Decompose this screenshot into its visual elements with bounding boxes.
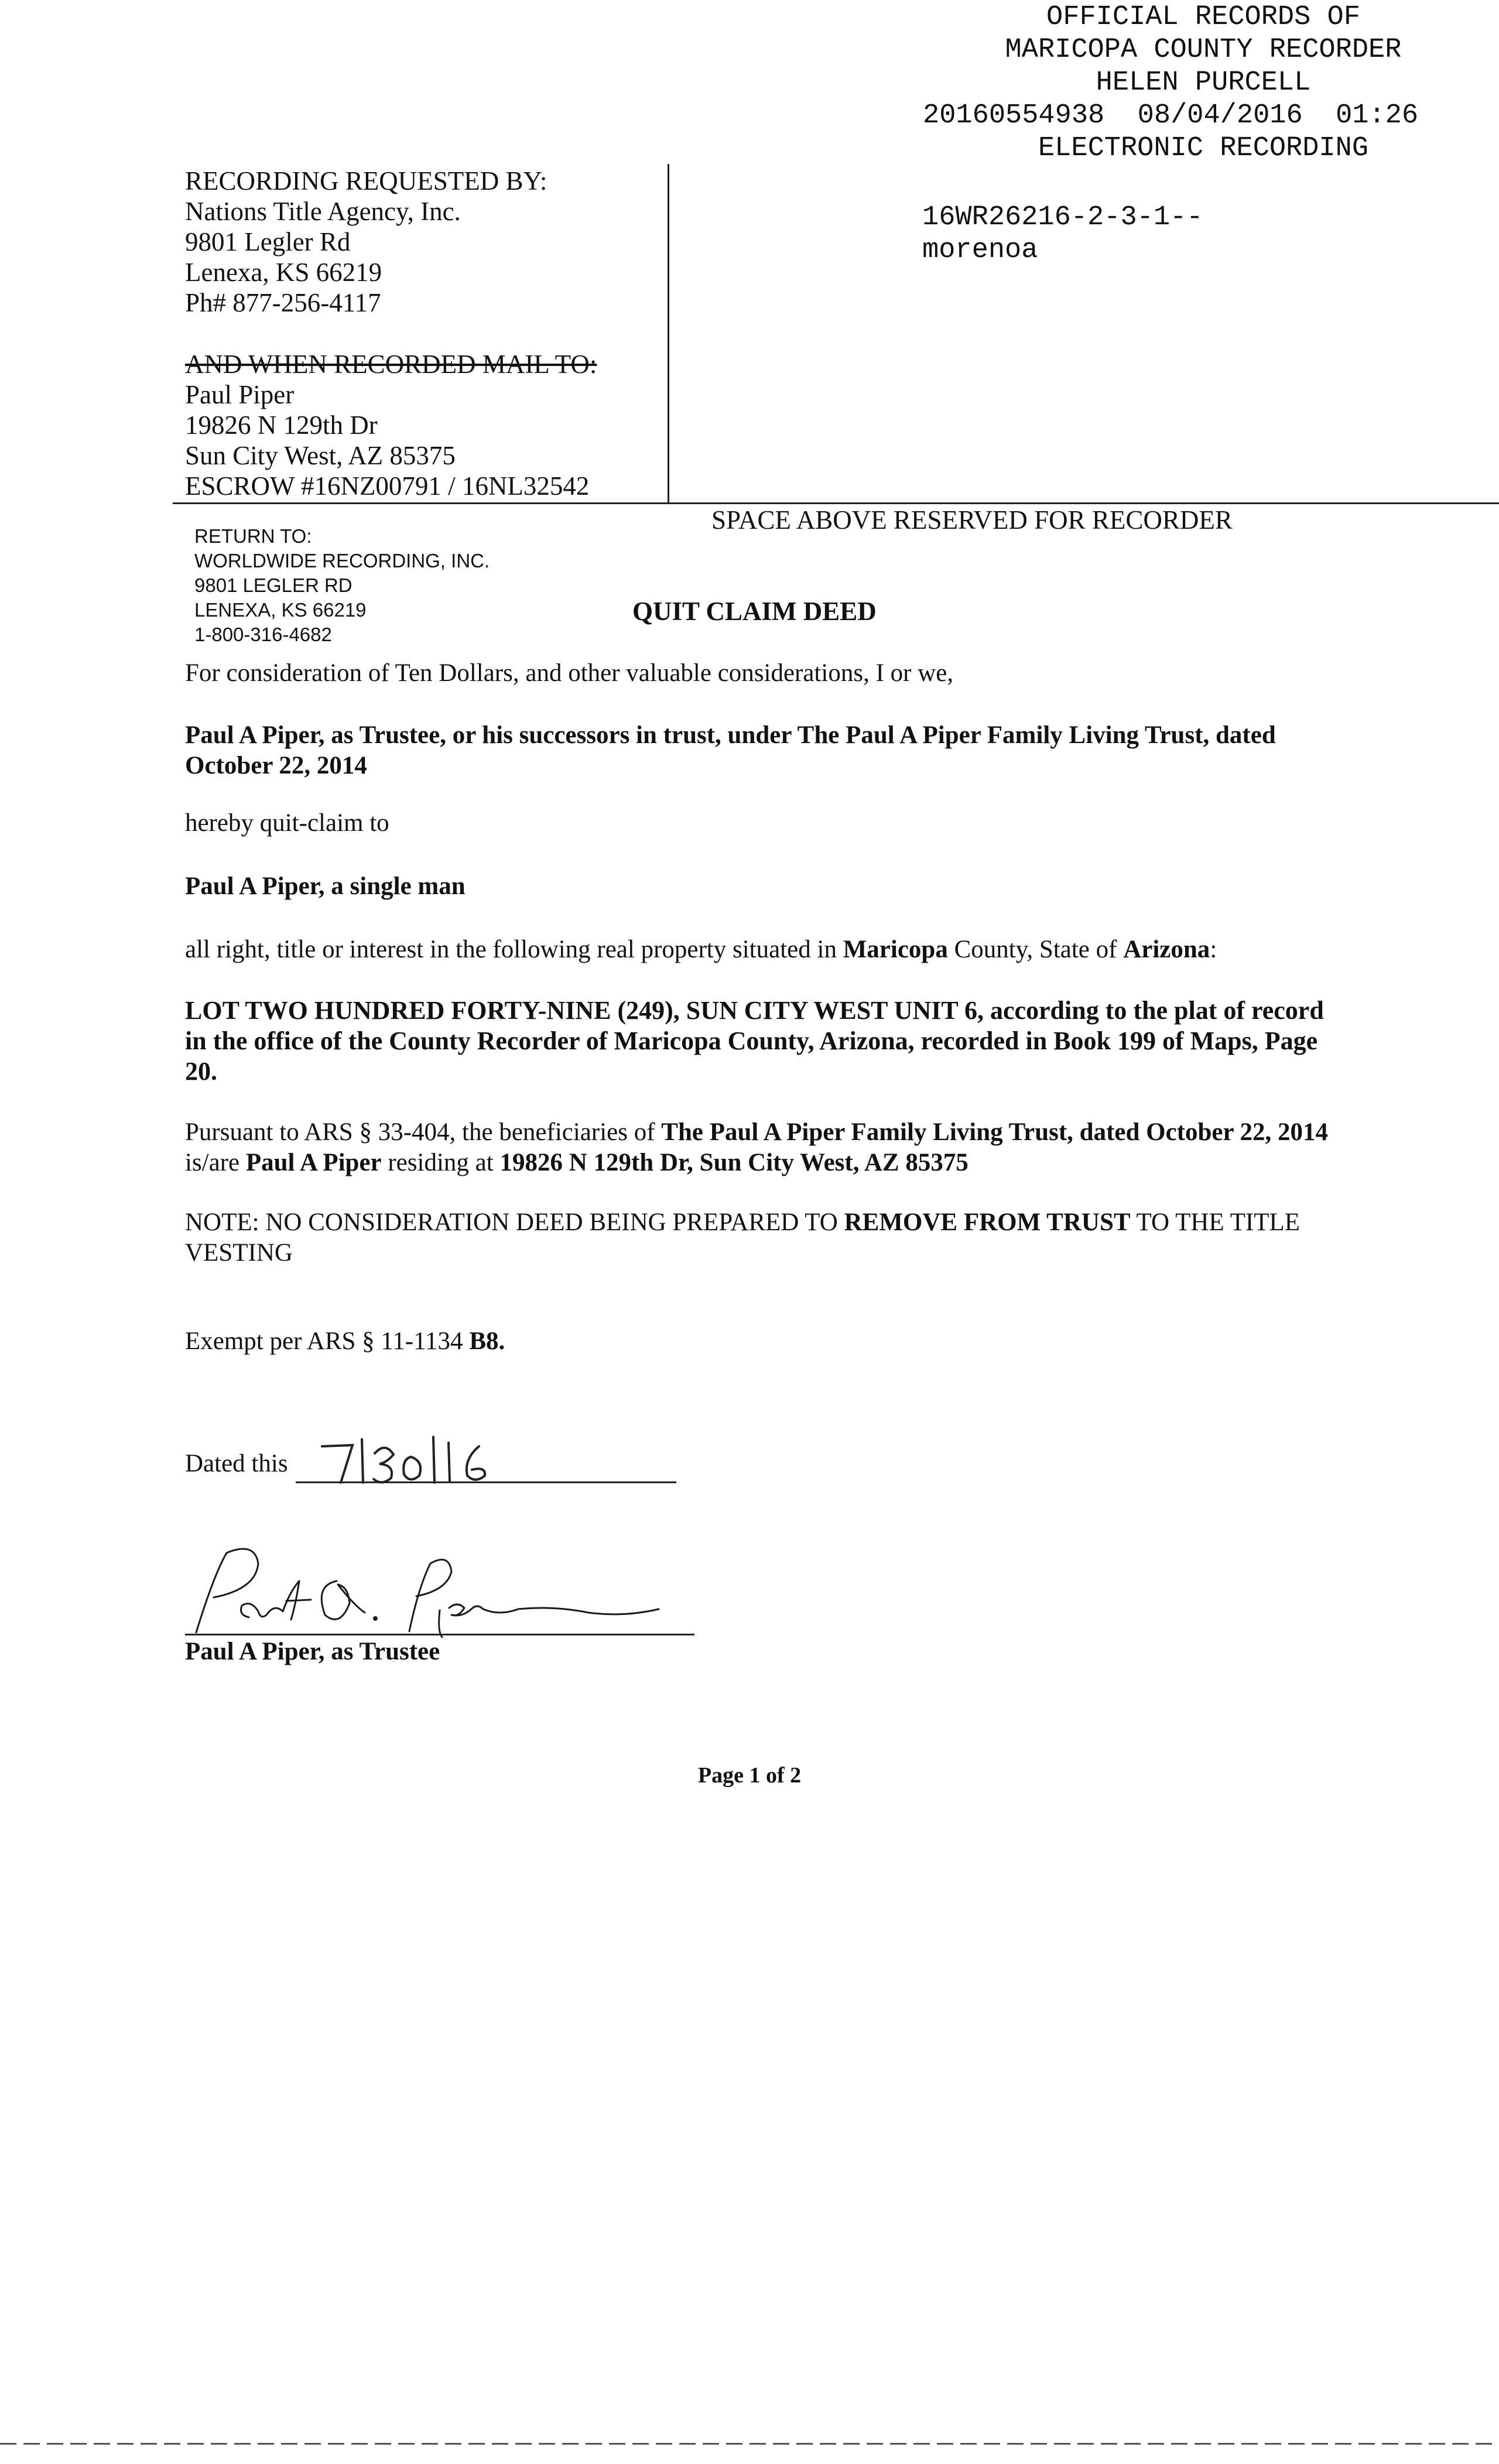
recorder-county-line: MARICOPA COUNTY RECORDER: [1005, 35, 1402, 66]
signature-drawing: [179, 1540, 682, 1640]
recording-number-line: 20160554938 08/04/2016 01:26: [923, 100, 1419, 131]
beneficiaries-paragraph: [185, 1117, 1344, 1178]
page-number: Page 1 of 2: [697, 1763, 802, 1788]
header-divider-horizontal: [173, 502, 1499, 504]
requested-by-phone: Ph# 877-256-4117: [185, 288, 381, 317]
mail-to-block: [185, 349, 597, 501]
exempt-text: Exempt per ARS § 11-1134: [185, 1327, 470, 1355]
return-to-phone: 1-800-316-4682: [194, 624, 332, 645]
trust-name: The Paul A Piper Family Living Trust, dated October 22, 2014: [661, 1118, 1329, 1146]
requested-by-heading: RECORDING REQUESTED BY:: [185, 166, 547, 196]
reserved-for-recorder-label: SPACE ABOVE RESERVED FOR RECORDER: [711, 505, 1233, 535]
mail-to-name: Paul Piper: [185, 380, 295, 409]
note-text: NOTE: NO CONSIDERATION DEED BEING PREPARED TO: [185, 1209, 844, 1236]
beneficiary-address: 19826 N 129th Dr, Sun City West, AZ 85375: [499, 1149, 968, 1176]
recording-code-block: [922, 201, 1203, 267]
mail-to-city: Sun City West, AZ 85375: [185, 441, 456, 470]
deed-title: QUIT CLAIM DEED: [632, 597, 877, 626]
consideration-paragraph: For consideration of Ten Dollars, and other valuable considerations, I or we,: [185, 659, 954, 687]
requested-by-city: Lenexa, KS 66219: [185, 258, 382, 287]
signature: [179, 1540, 682, 1642]
mail-to-heading: AND WHEN RECORDED MAIL TO:: [185, 350, 597, 379]
property-paragraph: [185, 935, 1344, 965]
recorder-name-line: HELEN PURCELL: [1096, 67, 1311, 98]
recording-clerk: morenoa: [922, 235, 1038, 266]
beneficiary-name: Paul A Piper: [245, 1149, 382, 1176]
exempt-code: B8.: [469, 1327, 505, 1355]
handwritten-date: [316, 1429, 515, 1490]
header-divider-vertical: [668, 164, 669, 504]
quitclaim-paragraph: hereby quit-claim to: [185, 809, 389, 837]
return-to-name: WORLDWIDE RECORDING, INC.: [194, 550, 490, 571]
property-text-mid: County, State of: [947, 936, 1124, 963]
note-emphasis: REMOVE FROM TRUST: [844, 1209, 1131, 1236]
signature-line: [185, 1634, 694, 1635]
pursuant-text-mid: is/are: [185, 1149, 246, 1176]
bottom-scan-rule: [0, 2443, 1499, 2445]
exempt-paragraph: [185, 1326, 1344, 1357]
pursuant-text: Pursuant to ARS § 33-404, the beneficiaries of: [185, 1118, 662, 1146]
requested-by-name: Nations Title Agency, Inc.: [185, 197, 461, 226]
property-text: all right, title or interest in the following real property situated in: [185, 936, 843, 963]
return-to-heading: RETURN TO:: [194, 525, 312, 547]
note-text-end: TO THE TITLE VESTING: [185, 1209, 1300, 1267]
handwritten-date-drawing: [316, 1429, 515, 1487]
electronic-recording-line: ELECTRONIC RECORDING: [1038, 133, 1369, 164]
dated-label: Dated this: [185, 1450, 288, 1477]
signer-name: Paul A Piper, as Trustee: [185, 1638, 440, 1665]
return-to-block: [194, 524, 490, 647]
state-name: Arizona: [1123, 936, 1210, 963]
return-to-city: LENEXA, KS 66219: [194, 599, 367, 621]
property-text-end: :: [1210, 936, 1217, 963]
legal-description: LOT TWO HUNDRED FORTY-NINE (249), SUN CITY WEST UNIT 6, according to the plat of record in the office of the County Recorder of Maricopa County, Arizona, recorded in Book 199 of Maps, Page 20.: [185, 996, 1324, 1086]
grantor-paragraph: Paul A Piper, as Trustee, or his successors in trust, under The Paul A Piper Family Living Trust, dated October 22, 2014: [185, 721, 1276, 779]
note-paragraph: [185, 1207, 1344, 1268]
mail-to-street: 19826 N 129th Dr: [185, 410, 378, 440]
requested-by-street: 9801 Legler Rd: [185, 227, 351, 256]
return-to-street: 9801 LEGLER RD: [194, 574, 352, 596]
county-name: Maricopa: [843, 936, 948, 963]
pursuant-text-mid2: residing at: [381, 1149, 500, 1176]
official-records-line: OFFICIAL RECORDS OF: [1046, 2, 1360, 33]
recording-requested-by-block: [185, 166, 547, 318]
recording-code: 16WR26216-2-3-1--: [922, 202, 1203, 233]
official-records-stamp: [913, 1, 1493, 165]
grantee-paragraph: Paul A Piper, a single man: [185, 872, 466, 900]
escrow-number: ESCROW #16NZ00791 / 16NL32542: [185, 471, 590, 501]
